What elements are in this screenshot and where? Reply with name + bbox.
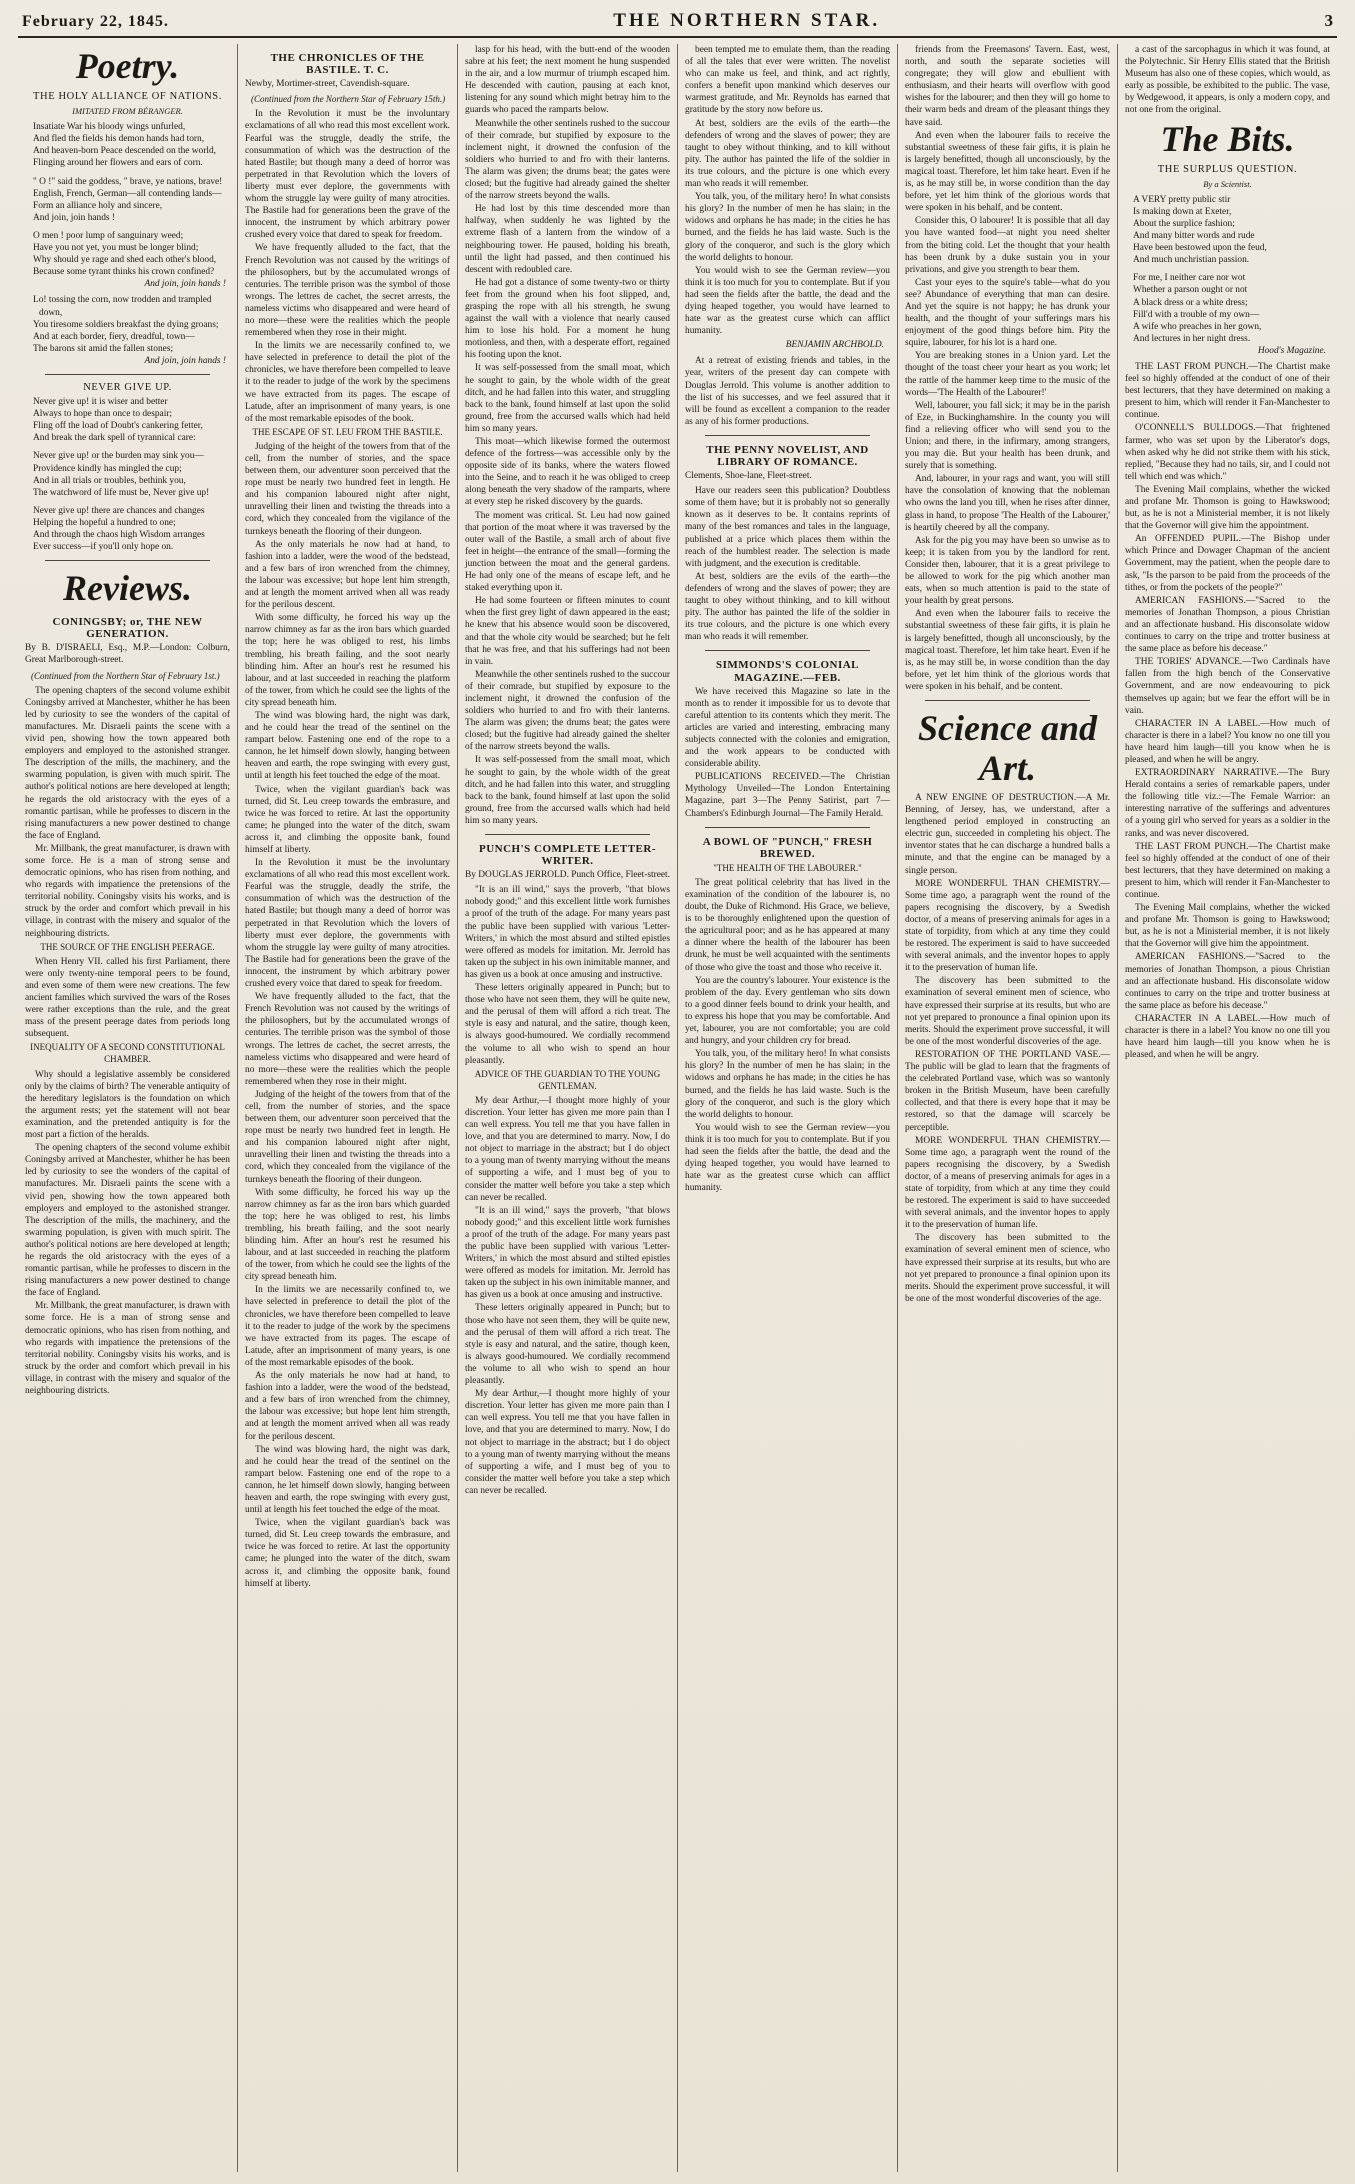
article-paragraph: He had lost by this time descended more than halfway, when suddenly he was lighted by the extreme flash of a lantern from the window of a neighbouring tower. He paused, holding his breath, until the light had passed, and then continued his descent with redoubled care. [465, 204, 670, 275]
article-paragraph: And, labourer, in your rags and want, you will still have the consolation of knowing that the nobleman who owns the land you till, when he rises after dinner, glass in hand, to propose 'The Health of the Labourer,' is heartily cheered by all the company. [905, 474, 1110, 533]
article-paragraph: The opening chapters of the second volume exhibit Coningsby arrived at Manchester, whither he has been led by curiosity to see the wonders of the capital of manufactures. Mr. Disraeli paints the scene with a vivid pen, showing how the town appeared both employers and employed to the astonished stranger. The description of the mills, the machinery, and the swarming population, is given with much spirit. The author's political notions are here developed at length; he regards the old aristocracy with the eyes of a romantic partisan, while he professes to discern in the rising manufacturers a new power destined to change the face of England. [25, 685, 230, 841]
poem-attribution: Hood's Magazine. [1257, 345, 1326, 356]
verse-line: Providence kindly has mingled the cup; [33, 463, 182, 474]
column-2 [238, 44, 458, 2172]
verse-line: And in all trials or troubles, bethink you, [33, 475, 186, 486]
bit-item: AMERICAN FASHIONS.—"Sacred to the memories of Jonathan Thompson, a pious Christian and an affectionate husband. His disconsolate widow continues to carry on the tripe and trotter business at the same place as before his decease." [1125, 952, 1330, 1011]
chorus-line: And join, join hands ! [144, 355, 226, 366]
article-paragraph: Twice, when the vigilant guardian's back was turned, did St. Leu creep towards the embrasure, and twice he was forced to retire. At last the opportunity came; he plunged into the water of the ditch, swam across it, and climbing the opposite bank, found himself at liberty. [245, 1518, 450, 1589]
article-paragraph: friends from the Freemasons' Tavern. East, west, north, and south the separate societies will congregate; they will glow and ebullient with enthusiasm, and their hearts will overflow with good wishes for the labourer; and then they will go home to their warm beds and dream of the pleasant things they have said. [905, 45, 1110, 128]
article-paragraph: PUBLICATIONS RECEIVED.—The Christian Mythology Unveiled—The London Entertaining Magazine, part 3—The Penny Satirist, part 7—Chambers's Edinburgh Journal—The Family Herald. [685, 772, 890, 819]
article-paragraph: You talk, you, of the military hero! In what consists his glory? In the number of men he has slain; in the widows and orphans he has made; in the cities he has burned, and the fields he has laid waste. Such is the glory of the conqueror, and such is the glory which the world delights to honour. [685, 192, 890, 263]
article-paragraph: The discovery has been submitted to the examination of several eminent men of science, who have expressed their surprise at its results, but who are not yet prepared to pronounce a final opinion upon its merits. Should the experiment prove successful, it will be one of the most wonderful discoveries of the age. [905, 1233, 1110, 1304]
article-title: PUNCH'S COMPLETE LETTER-WRITER. [478, 843, 657, 868]
verse-line: The watchword of life must be, Never give up! [33, 487, 210, 498]
article-title: THE CHRONICLES OF THE BASTILE. T. C. [270, 52, 425, 77]
article-paragraph: You would wish to see the German review—you think it is too much for you to contemplate. But if you had seen the fields after the battle, the dead and the dying heaped together, you would have learned to hate war as the greatest curse which can afflict humanity. [685, 1122, 890, 1194]
article-paragraph: As the only materials he now had at hand, to fashion into a ladder, were the wood of the bedstead, and a few bars of iron wrenched from the chimney, the labour was excessive; but hope lent him strength, and at length the moment arrived when all was ready for the perilous descent. [245, 1371, 450, 1442]
article-paragraph: Judging of the height of the towers from that of the cell, from the number of stories, and the space between them, our adventurer soon perceived that the rope must be nearly two hundred feet in length. He and his companion laboured night after night, unravelling their linen and twisting the threads into a cord, which they concealed from the vigilance of the turnkeys beneath the flooring of their dungeon. [245, 441, 450, 537]
article-paragraph: In the Revolution it must be the involuntary exclamations of all who read this most excellent work. Fearful was the struggle, deadly the strife, the consummation of which was the destruction of the hated Bastile; but though many a deed of horror was perpetrated in that Revolution which the lovers of liberty must ever deplore, the governments with whom the struggle lay were guilty of many atrocities. The Bastile had for generations been the grave of the innocent, the instrument by which arbitrary power crushed every voice that dared to speak for freedom. [245, 109, 450, 241]
verse-line: Form an alliance holy and sincere, [33, 200, 163, 211]
article-byline: Clements, Shoe-lane, Fleet-street. [685, 471, 812, 482]
verse-line: Always to hope than once to despair; [33, 409, 173, 420]
verse-line: O men ! poor lump of sanguinary weed; [33, 230, 184, 241]
poetry-heading: Poetry. [75, 46, 180, 86]
article-paragraph: Cast your eyes to the squire's table—what do you see? Abundance of everything that man can desire. And yet the squire is not happy; he has drunk your health, and the thought of your sufferings mars his enjoyment of the good things before him. Pity the squire, labourer, for his lot is a hard one. [905, 277, 1110, 349]
article-title: A BOWL OF "PUNCH," FRESH BREWED. [702, 835, 873, 860]
article-paragraph: And even when the labourer fails to receive the substantial sweetness of these fair gifts, it is plain he is largely benefitted, though all unconsciously, by the magical toast. Therefore, let him take heart. Even if he is, as he may still be, in worse condition than the day before, yet let him think of the glorious words that were spoken in his behalf, and be content. [905, 130, 1110, 214]
verse-line: And much unchristian passion. [1133, 255, 1250, 266]
article-paragraph: Judging of the height of the towers from that of the cell, from the number of stories, and the space between them, our adventurer soon perceived that the rope must be nearly two hundred feet in length. He and his companion laboured night after night, unravelling their linen and twisting the threads into a cord, which they concealed from the vigilance of the turnkeys beneath the flooring of their dungeon. [245, 1089, 450, 1185]
column-1 [18, 44, 238, 2172]
article-paragraph: In the limits we are necessarily confined to, we have selected in preference to detail the plot of the chronicles, we have therefore been compelled to leave it to the reader to judge of the work by the specimens we have extracted from its pages. The escape of Latude, after an imprisonment of many years, is one of the most remarkable episodes of the book. [245, 1285, 450, 1368]
article-paragraph: Twice, when the vigilant guardian's back was turned, did St. Leu creep towards the embrasure, and twice he was forced to retire. At last the opportunity came; he plunged into the water of the ditch, swam across it, and climbing the opposite bank, found himself at liberty. [245, 784, 450, 855]
signature: BENJAMIN ARCHBOLD. [785, 340, 884, 351]
divider [705, 435, 870, 436]
article-paragraph: At best, soldiers are the evils of the earth—the defenders of wrong and the slaves of power; they are taught to obey without thinking, and to kill without pity. The author has painted the life of the soldier in its true colours, and the picture is one which every man who reads it will remember. [685, 571, 890, 643]
article-subhead: INEQUALITY OF A SECOND CONSTITUTIONAL CHAMBER. [30, 1042, 225, 1065]
verse-line: " O !" said the goddess, " brave, ye nations, brave! [33, 176, 223, 187]
verse-line: And break the dark spell of tyrannical care: [33, 433, 196, 444]
bit-item: The Evening Mail complains, whether the wicked and profane Mr. Thomson is going to Hawkswood; but, as he is not a Ministerial member, it is not likely that the Governor will give him the appointment. [1125, 484, 1330, 532]
verse-line: And at each border, fiery, dreadful, town— [33, 331, 195, 342]
article-paragraph: In the Revolution it must be the involuntary exclamations of all who read this most excellent work. Fearful was the struggle, deadly the strife, the consummation of which was the destruction of the hated Bastile; but though many a deed of horror was perpetrated in that Revolution which the lovers of liberty must ever deplore, the governments with whom the struggle lay were guilty of many atrocities. The Bastile had for generations been the grave of the innocent, the instrument by which arbitrary power crushed every voice that dared to speak for freedom. [245, 858, 450, 990]
poem-title: THE HOLY ALLIANCE OF NATIONS. [33, 91, 222, 102]
article-source: (Continued from the Northern Star of February 1st.) [31, 670, 220, 681]
article-paragraph: When Henry VII. called his first Parliament, there were only twenty-nine temporal peers to be found, and even some of them were new creations. The few ancient families which survived the wars of the Roses were rather exceptions than the rule, and the great mass of the present peerage dates from periods long subsequent. [25, 956, 230, 1040]
verse-line: Flinging around her flowers and ears of corn. [33, 158, 203, 169]
article-paragraph: You are the country's labourer. Your existence is the problem of the day. Every gentleman who sits down to a good dinner feels bound to drink your health, and to express his hope that you may be comfortable. And yet, labourer, you are not comfortable; you are cold and hungry, and your children cry for bread. [685, 975, 890, 1047]
verse-line: Is making down at Exeter, [1133, 206, 1232, 217]
bit-item: AMERICAN FASHIONS.—"Sacred to the memories of Jonathan Thompson, a pious Christian and an affectionate husband. His disconsolate widow continues to carry on the tripe and trotter business at the same place as before his decease." [1125, 595, 1330, 655]
verse-line: And many bitter words and rude [1133, 231, 1255, 242]
verse-line: Never give up! it is wiser and better [33, 397, 168, 408]
poem-title: THE SURPLUS QUESTION. [1157, 163, 1298, 175]
verse-line: A wife who preaches in her gown, [1133, 321, 1262, 332]
divider [705, 650, 870, 651]
bit-item: CHARACTER IN A LABEL.—How much of character is there in a label? You know no one till you have heard him laugh—till you know when he is pleased, and when he will be angry. [1125, 718, 1330, 765]
poem-subtitle: IMITATED FROM BÉRANGER. [72, 106, 183, 117]
article-title: SIMMONDS'S COLONIAL MAGAZINE.—FEB. [715, 659, 860, 684]
divider [45, 374, 210, 375]
bits-heading: The Bits. [1160, 118, 1295, 159]
divider [45, 560, 210, 561]
verse-line: About the surplice fashion; [1133, 218, 1235, 229]
article-byline: Newby, Mortimer-street, Cavendish-square. [245, 79, 410, 90]
article-paragraph: My dear Arthur,—I thought more highly of your discretion. Your letter has given me more pain than I can well express. You tell me that you have fallen in love, and that you are determined to marry. Now, I do not object to marriage in the abstract; but I do object to a young man of twenty marrying without the means of supporting a wife, and I must beg of you to consider the matter well before you take a step which can never be recalled. [465, 1389, 670, 1496]
column-3 [458, 44, 678, 2172]
article-paragraph: Well, labourer, you fall sick; it may be in the parish of Eze, in Buckinghamshire. In the county you will find a relieving officer who will send you to the Union; and there, in the infirmary, among strangers, you may die. But your health has been drunk, and surely that is something. [905, 400, 1110, 472]
verse-line: English, French, German—all contending lands— [33, 188, 222, 199]
article-paragraph: Meanwhile the other sentinels rushed to the succour of their comrade, but stupified by exposure to the inclement night, it drowned the confusion of the soldiers who hurried to and fro with their lanterns. The alarm was given; the drums beat; the gates were closed; but the fugitive had already gained the shelter of the narrow streets beyond the walls. [465, 118, 670, 202]
bit-item: THE LAST FROM PUNCH.—The Chartist make feel so highly offended at the conduct of one of their best lecturers, that they have determined on making a present to him, which will render it Fan-Manchester to continue. [1125, 841, 1330, 900]
article-subhead: ADVICE OF THE GUARDIAN TO THE YOUNG GENTLEMAN. [474, 1068, 661, 1091]
chorus-line: And join, join hands ! [144, 279, 226, 290]
verse-line: Fling off the load of Doubt's cankering fetter, [33, 421, 203, 432]
reviews-heading: Reviews. [63, 568, 192, 609]
article-paragraph: At best, soldiers are the evils of the earth—the defenders of wrong and the slaves of power; they are taught to obey without thinking, and to kill without pity. The author has painted the life of the soldier in its true colours, and the picture is one which every man who reads it will remember. [685, 118, 890, 190]
article-subhead: THE SOURCE OF THE ENGLISH PEERAGE. [40, 941, 215, 952]
column-4 [678, 44, 898, 2172]
article-paragraph: a cast of the sarcophagus in which it was found, at the Polytechnic. Sir Henry Ellis stated that the British Museum has also one of these copies, which would, as early as possible, be exhibited to the public. The vase, by Wedgewood, it appears, is only a modern copy, and not one from the original. [1125, 45, 1330, 116]
article-subhead: THE ESCAPE OF ST. LEU FROM THE BASTILE. [252, 426, 443, 437]
verse-line: And join, join hands ! [33, 212, 116, 223]
verse-line: And fled the fields his demon hands had torn, [33, 134, 205, 145]
verse-line: The barons sit amid the fallen stones; [33, 343, 174, 354]
verse-line: Never give up! or the burden may sink you— [33, 451, 204, 462]
bit-item: CHARACTER IN A LABEL.—How much of character is there in a label? You know no one till you have heard him laugh—till you know when he is pleased, and when he will be angry. [1125, 1013, 1330, 1061]
verse-line: Have you not yet, you must be longer blind; [33, 243, 199, 254]
page-number: 3 [1324, 11, 1333, 30]
article-paragraph: We have frequently alluded to the fact, that the French Revolution was not caused by the writings of the philosophers, but by the accumulated wrongs of centuries. The terrible prison was the symbol of those wrongs. The lettres de cachet, the secret arrests, the nameless victims who disappeared and were heard of no more—these were the realities which the people remembered when they rose in their might. [245, 243, 450, 339]
bit-item: EXTRAORDINARY NARRATIVE.—The Bury Herald contains a series of remarkable papers, under the following title viz.:—The Female Warrior: an interesting narrative of the sufferings and adventures of a young girl who served for years as a soldier in the ranks, and was never discovered. [1125, 768, 1330, 839]
article-paragraph: The opening chapters of the second volume exhibit Coningsby arrived at Manchester, whither he has been led by curiosity to see the wonders of the capital of manufactures. Mr. Disraeli paints the scene with a vivid pen, showing how the town appeared both employers and employed to the astonished stranger. The description of the mills, the machinery, and the swarming population, is given with much spirit. The author's political notions are here developed at length; he regards the old aristocracy with the eyes of a romantic partisan, while he professes to discern in the rising manufacturers a new power destined to change the face of England. [25, 1143, 230, 1299]
masthead [18, 10, 1337, 38]
verse-line: Insatiate War his bloody wings unfurled, [33, 122, 186, 133]
verse-line: Helping the hopeful a hundred to one; [33, 517, 176, 528]
article-paragraph: We have received this Magazine so late in the month as to render it impossible for us to devote that careful attention to its contents which they merit. The articles are varied and interesting, embracing many subjects connected with the colonies and emigration, and the work appears to be conducted with considerable ability. [685, 686, 890, 770]
article-paragraph: The discovery has been submitted to the examination of several eminent men of science, who have expressed their surprise at its results, but who are not yet prepared to pronounce a final opinion upon its merits. Should the experiment prove successful, it will be one of the most wonderful discoveries of the age. [905, 976, 1110, 1047]
article-title: THE PENNY NOVELIST, AND LIBRARY OF ROMANCE. [706, 443, 869, 468]
article-paragraph: Have our readers seen this publication? Doubtless some of them have; but it is probably not so generally known as it deserves to be. It contains reprints of many of the best romances and tales in the language, published at a price which places them within the reach of the humblest reader. The selection is made with judgment, and the execution is creditable. [685, 486, 890, 569]
column-5 [898, 44, 1118, 2172]
article-paragraph: "It is an ill wind," says the proverb, "that blows nobody good;" and this excellent little work furnishes a proof of the truth of the adage. For many years past the public have been supplied with various 'Letter-Writers,' in which the most absurd and stilted epistles were offered as models for imitation. Mr. Jerrold has taken up the subject in his own inimitable manner, and has given us a book at once amusing and instructive. [465, 885, 670, 980]
article-paragraph: You would wish to see the German review—you think it is too much for you to contemplate. But if you had seen the fields after the battle, the dead and the dying heaped together, you would have learned to hate war as the greatest curse which can afflict humanity. [685, 265, 890, 337]
verse-line: And through the chaos high Wisdom arranges [33, 530, 205, 540]
divider [705, 827, 870, 828]
poem-title: NEVER GIVE UP. [83, 381, 172, 393]
article-paragraph: It was self-possessed from the small moat, which he sought to gain, by the whole width of the great ditch, and he had fallen into this water, and struggling back to the bank, found himself at last upon the solid ground, free from the accursed walls which had held him so many years. [465, 755, 670, 826]
bit-item: THE LAST FROM PUNCH.—The Chartist make feel so highly offended at the conduct of one of their best lecturers, that they have determined on making a present to him, which will render it Fan-Manchester to continue. [1125, 361, 1330, 421]
article-paragraph: He had got a distance of some twenty-two or thirty feet from the ground when his foot slipped, and, grasping the rope with all his strength, he swung against the wall with a violence that nearly caused him to lose his hold. For a moment he hung motionless, and then, with a desperate effort, regained his footing upon the knot. [465, 277, 670, 361]
verse-line: A black dress or a white dress; [1133, 297, 1248, 308]
article-paragraph: You talk, you, of the military hero! In what consists his glory? In the number of men he has slain; in the widows and orphans he has made; in the cities he has burned, and the fields he has laid waste. Such is the glory of the conqueror, and such is the glory which the world delights to honour. [685, 1049, 890, 1120]
article-byline: By DOUGLAS JERROLD. Punch Office, Fleet-street. [465, 870, 671, 881]
article-paragraph: These letters originally appeared in Punch; but to those who have not seen them, they will be quite new, and the perusal of them will afford a rich treat. The style is easy and natural, and the satire, though keen, is always good-humoured. We cordially recommend the volume to all who wish to spend an hour pleasantly. [465, 983, 670, 1066]
verse-line: Because some tyrant thinks his crown confined? [33, 267, 215, 278]
divider [925, 700, 1090, 701]
article-paragraph: He had some fourteen or fifteen minutes to count when the first grey light of dawn appeared in the east; he knew that his absence would soon be discovered, and that the whole city would be searched; but he felt that he was free, and that his sufferings had not been in vain. [465, 596, 670, 667]
science-heading: Science and Art. [918, 707, 1097, 788]
verse-line: For me, I neither care nor wot [1133, 273, 1246, 284]
article-paragraph: Mr. Millbank, the great manufacturer, is drawn with some force. He is a man of strong sense and democratic opinions, who has risen from nothing, and who regards with impatience the pretensions of the territorial nobility. Coningsby visits his works, and is struck by the order and comfort which prevail in his village, in contrast with the misery and squalor of the neighbouring districts. [25, 1301, 230, 1396]
column-6 [1118, 44, 1337, 2172]
article-paragraph: MORE WONDERFUL THAN CHEMISTRY.—Some time ago, a paragraph went the round of the papers recognising the discovery, by a Swedish doctor, of a means of preserving animals for ages in a state of torpidity, from which at any time they could be restored. The experiment is said to have succeeded with several animals, and the inventor hopes to apply it to the preservation of human life. [905, 1135, 1110, 1231]
article-paragraph: My dear Arthur,—I thought more highly of your discretion. Your letter has given me more pain than I can well express. You tell me that you have fallen in love, and that you are determined to marry. Now, I do not object to marriage in the abstract; but I do object to a young man of twenty marrying without the means of supporting a wife, and I must beg of you to consider the matter well before you take a step which can never be recalled. [465, 1095, 670, 1203]
verse-line: And heaven-born Peace descended on the world, [33, 146, 217, 157]
article-byline: By B. D'ISRAELI, Esq., M.P.—London: Colburn, Great Marlborough-street. [25, 643, 230, 666]
verse-line: And lectures in her night dress. [1133, 333, 1251, 344]
article-paragraph: The wind was blowing hard, the night was dark, and he could hear the tread of the sentinel on the rampart below. Fastening one end of the rope to a cannon, he let himself down slowly, hanging between heaven and earth, the rope swinging with every gust, until at length his feet touched the edge of the moat. [245, 1444, 450, 1516]
article-paragraph: With some difficulty, he forced his way up the narrow chimney as far as the iron bars which guarded the top; here he was obliged to rest, his limbs trembling, his breath failing, and the soot nearly blinding him. After an hour's rest he resumed his labour, and at last succeeded in reaching the platform of the tower, from which he could see the lights of the city spread beneath him. [245, 613, 450, 708]
article-paragraph: A NEW ENGINE OF DESTRUCTION.—A Mr. Benning, of Jersey, has, we understand, after a lengthened period employed in constructing an electric gun, succeeded in completing his object. The inventor states that he can discharge a hundred balls a minute, and that the engine can be managed by a single person. [905, 792, 1110, 876]
article-paragraph: Ask for the pig you may have been so unwise as to keep; it is taken from you by the landlord for rent. Consider then, labourer, that it is a great privilege to be allowed to work for the pig which another man eats, when so much attention is paid to the state of your health by great persons. [905, 535, 1110, 607]
verse-line: Lo! tossing the corn, now trodden and trampled down, [33, 295, 212, 318]
article-title: CONINGSBY; or, THE NEW GENERATION. [52, 616, 203, 641]
poem-byline: By a Scientist. [1203, 178, 1252, 189]
article-paragraph: Meanwhile the other sentinels rushed to the succour of their comrade, but stupified by exposure to the inclement night, it drowned the confusion of the soldiers who hurried to and fro with their lanterns. The alarm was given; the drums beat; the gates were closed; but the fugitive had already gained the shelter of the narrow streets beyond the walls. [465, 669, 670, 753]
article-paragraph: MORE WONDERFUL THAN CHEMISTRY.—Some time ago, a paragraph went the round of the papers recognising the discovery, by a Swedish doctor, of a means of preserving animals for ages in a state of torpidity, from which at any time they could be restored. The experiment is said to have succeeded with several animals, and the inventor hopes to apply it to the preservation of human life. [905, 878, 1110, 974]
article-paragraph: You are breaking stones in a Union yard. Let the thought of the toast cheer your heart as you work; let the rattle of the hammer keep time to the music of the words—'The Health of the Labourer!' [905, 351, 1110, 398]
bit-item: THE TORIES' ADVANCE.—Two Cardinals have fallen from the high bench of the Conservative Government, and are now endeavouring to pick themselves up again; but we fear the effort will be in vain. [1125, 657, 1330, 716]
verse-line: Ever success—if you'll only hope on. [33, 542, 174, 553]
newspaper-title: THE NORTHERN STAR. [613, 10, 881, 31]
article-paragraph: lasp for his head, with the butt-end of the wooden sabre at his feet; the next moment he hung suspended in the air, and a low murmur of triumph escaped him. He descended with caution, pausing at each knot, listening for any sound which might betray him to the guards who paced the ramparts below. [465, 45, 670, 116]
article-paragraph: Why should a legislative assembly be considered only by the claims of birth? The venerable antiquity of the hereditary legislators is the foundation on which the argument rests; yet the statement will not bear examination, and the pretended antiquity is for the most part a fiction of the heralds. [25, 1069, 230, 1141]
article-paragraph: We have frequently alluded to the fact, that the French Revolution was not caused by the writings of the philosophers, but by the accumulated wrongs of centuries. The terrible prison was the symbol of those wrongs. The lettres de cachet, the secret arrests, the nameless victims who disappeared and were heard of no more—these were the realities which the people remembered when they rose in their might. [245, 992, 450, 1087]
bit-item: The Evening Mail complains, whether the wicked and profane Mr. Thomson is going to Hawkswood; but, as he is not a Ministerial member, it is not likely that the Governor will give him the appointment. [1125, 903, 1330, 950]
article-paragraph: "It is an ill wind," says the proverb, "that blows nobody good;" and this excellent little work furnishes a proof of the truth of the adage. For many years past the public have been supplied with various 'Letter-Writers,' in which the most absurd and stilted epistles were offered as models for imitation. Mr. Jerrold has taken up the subject in his own inimitable manner, and has given us a book at once amusing and instructive. [465, 1205, 670, 1301]
bit-item: O'CONNELL'S BULLDOGS.—That frightened farmer, who was set upon by the Liberator's dogs, when asked why he did not strike them with his stick, replied, "Because they had no tails, sir, and I could not tell which end was which." [1125, 423, 1330, 482]
divider [485, 834, 650, 835]
verse-line: Fill'd with a trouble of my own— [1133, 309, 1260, 320]
article-paragraph: The great political celebrity that has lived in the examination of the condition of the labourer is, no doubt, the Duke of Richmond. His Grace, we believe, is to be thoroughly enlightened upon the question of the agricultural poor; and as he has appeared at many a dinner where the health of the labourer has been drunk, he must be well acquainted with the sentiments of those who give the toast and those who receive it. [685, 877, 890, 973]
article-paragraph: And even when the labourer fails to receive the substantial sweetness of these fair gifts, it is plain he is largely benefitted, though all unconsciously, by the magical toast. Therefore, let him take heart. Even if he is, as he may still be, in worse condition than the day before, yet let him think of the glorious words that were spoken in his behalf, and be content. [905, 609, 1110, 692]
verse-line: Why should ye rage and shed each other's blood, [33, 255, 217, 266]
verse-line: Whether a parson ought or not [1133, 285, 1248, 296]
article-paragraph: been tempted me to emulate them, than the reading of all the tales that ever were written. The novelist who can make us feel, and think, and act rightly, confers a benefit upon mankind which deserves our warmest gratitude, and Mr. Reynolds has earned that gratitude by the story now before us. [685, 45, 890, 116]
article-paragraph: Mr. Millbank, the great manufacturer, is drawn with some force. He is a man of strong sense and democratic opinions, who has risen from nothing, and who regards with impatience the pretensions of the territorial nobility. Coningsby visits his works, and is struck by the order and comfort which prevail in his village, in contrast with the misery and squalor of the neighbouring districts. [25, 843, 230, 939]
article-paragraph: In the limits we are necessarily confined to, we have selected in preference to detail the plot of the chronicles, we have therefore been compelled to leave it to the reader to judge of the work by the specimens we have extracted from its pages. The escape of Latude, after an imprisonment of many years, is one of the most remarkable episodes of the book. [245, 341, 450, 424]
verse-line: Have been bestowed upon the feud, [1133, 243, 1267, 254]
article-paragraph: RESTORATION OF THE PORTLAND VASE.—The public will be glad to learn that the fragments of the celebrated Portland vase, which was so wantonly broken in the British Museum, have been carefully collected, and that there is every hope that it may be restored, so that the damage will scarcely be perceptible. [905, 1049, 1110, 1133]
verse-line: You tiresome soldiers breakfast the dying groans; [33, 319, 219, 330]
article-paragraph: Consider this, O labourer! It is possible that all day you have wanted food—at night you need shelter from the biting cold. Let the thought that your health has been drunk by a duke sustain you in your privations, and give you strength to bear them. [905, 216, 1110, 275]
article-paragraph: This moat—which likewise formed the outermost defence of the fortress—was accessible only by the opposite side of its banks, where the waters flowed into the Seine, and to reach it he was obliged to creep along beneath the very shadow of the ramparts, where at every step he risked discovery by the guards. [465, 437, 670, 508]
article-paragraph: It was self-possessed from the small moat, which he sought to gain, by the whole width of the great ditch, and he had fallen into this water, and struggling back to the bank, found himself at last upon the solid ground, free from the accursed walls which had held him so many years. [465, 363, 670, 434]
article-source: (Continued from the Northern Star of February 15th.) [251, 94, 446, 105]
verse-line: Never give up! there are chances and changes [33, 505, 205, 516]
columns [18, 44, 1337, 2172]
article-subhead: "THE HEALTH OF THE LABOURER." [713, 862, 862, 873]
bit-item: An OFFENDED PUPIL.—The Bishop under which Prince and Dowager Chapman of the ancient Government, may the patient, when the people dare to ask, "Is the parson to be paid from the proceeds of the tithes, or from the pockets of the people?" [1125, 534, 1330, 593]
issue-date: February 22, 1845. [22, 13, 169, 30]
article-paragraph: At a retreat of existing friends and tables, in the year, writers of the present day can compete with Douglas Jerrold. This volume is another addition to the list of his successes, and we feel assured that it will be found as excellent a companion to the reader as any of his former productions. [685, 356, 890, 427]
verse-line: A VERY pretty public stir [1133, 194, 1231, 205]
article-paragraph: These letters originally appeared in Punch; but to those who have not seen them, they will be quite new, and the perusal of them will afford a rich treat. The style is easy and natural, and the satire, though keen, is always good-humoured. We cordially recommend the volume to all who wish to spend an hour pleasantly. [465, 1303, 670, 1387]
article-paragraph: The wind was blowing hard, the night was dark, and he could hear the tread of the sentinel on the rampart below. Fastening one end of the rope to a cannon, he let himself down slowly, hanging between heaven and earth, the rope swinging with every gust, until at length his feet touched the edge of the moat. [245, 710, 450, 782]
article-paragraph: With some difficulty, he forced his way up the narrow chimney as far as the iron bars which guarded the top; here he was obliged to rest, his limbs trembling, his breath failing, and the soot nearly blinding him. After an hour's rest he resumed his labour, and at last succeeded in reaching the platform of the tower, from which he could see the lights of the city spread beneath him. [245, 1187, 450, 1283]
article-paragraph: As the only materials he now had at hand, to fashion into a ladder, were the wood of the bedstead, and a few bars of iron wrenched from the chimney, the labour was excessive; but hope lent him strength, and at length the moment arrived when all was ready for the perilous descent. [245, 539, 450, 611]
article-paragraph: The moment was critical. St. Leu had now gained that portion of the moat where it was traversed by the outer wall of the Bastile, a small arch of about five feet in height—the entrance of the small—forming the junction between the moat and the general gardens. He had only one of the means of escape left, and he staked everything upon it. [465, 510, 670, 594]
